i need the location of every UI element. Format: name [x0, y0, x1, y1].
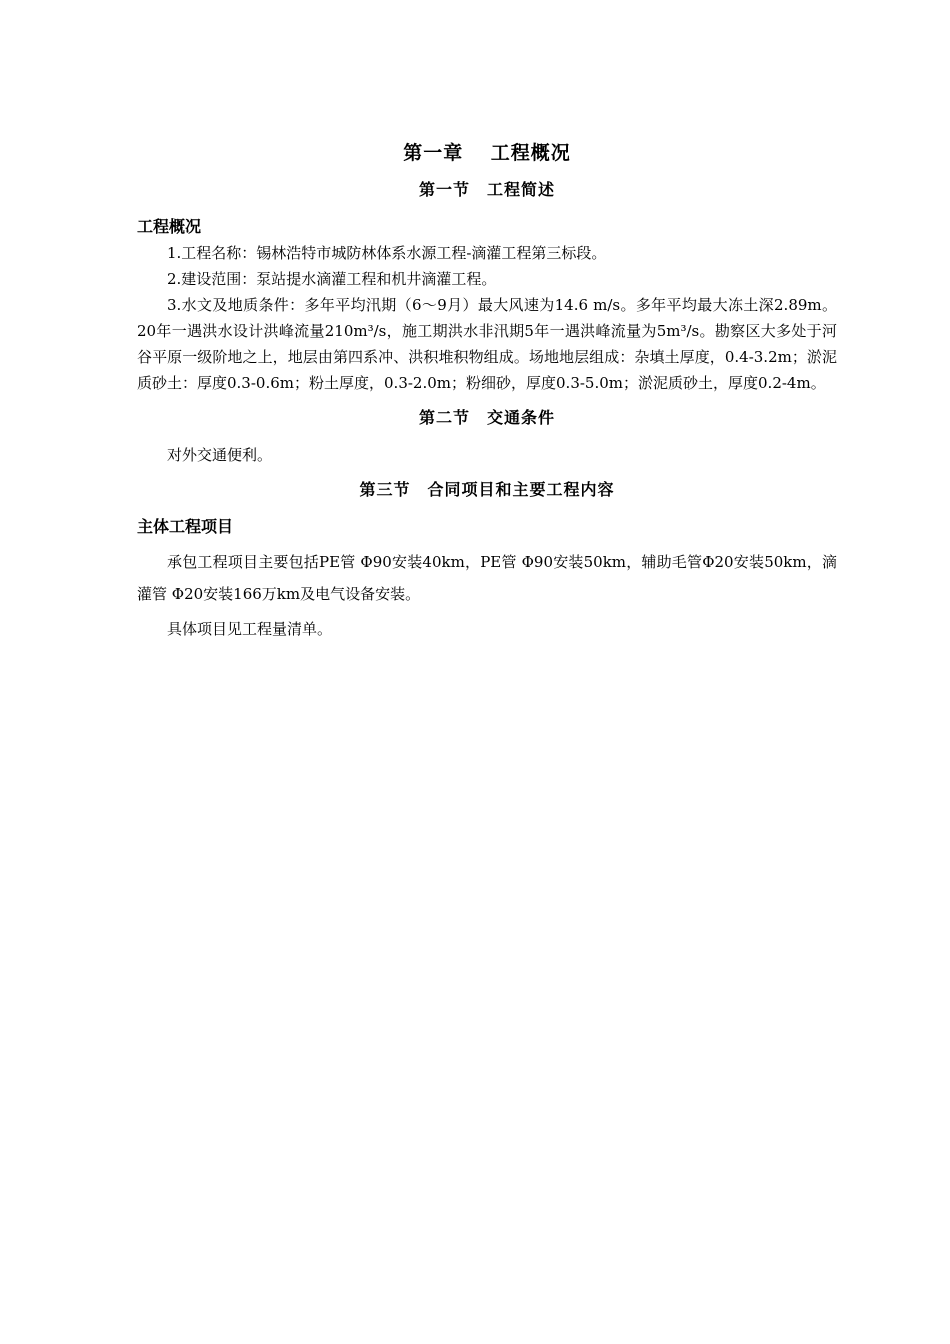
project-name-item: 1.工程名称：锡林浩特市城防林体系水源工程-滴灌工程第三标段。 [167, 244, 607, 262]
section-title-3: 第三节 合同项目和主要工程内容 [359, 480, 615, 499]
subhead-main-works: 主体工程项目 [137, 517, 234, 536]
bill-of-quantities-note: 具体项目见工程量清单。 [167, 620, 333, 638]
section-title-1: 第一节 工程简述 [418, 180, 555, 199]
section-title-2: 第二节 交通条件 [418, 408, 555, 427]
contract-scope-paragraph: 承包工程项目主要包括PE管 Φ90安装40km，PE管 Φ90安装50km，辅助毛管Φ20安装50km，滴灌管 Φ20安装166万km及电气设备安装。 [137, 553, 837, 603]
document-page [137, 138, 837, 642]
chapter-title: 第一章 工程概况 [403, 142, 571, 164]
subhead-overview: 工程概况 [137, 217, 202, 236]
hydro-geology-item: 3.水文及地质条件：多年平均汛期（6～9月）最大风速为14.6 m/s。多年平均最大冻土深2.89m。20年一遇洪水设计洪峰流量210m³/s，施工期洪水非汛期5年一遇洪峰流量为5m³/s。勘察区大多处于河谷平原一级阶地之上，地层由第四系冲、洪积堆积物组成。场地地层组成：杂填土厚度，0.4-3.2m；淤泥质砂土：厚度0.3-0.6m；粉土厚度，0.3-2.0m；粉细砂，厚度0.3-5.0m；淤泥质砂土，厚度0.2-4m。 [137, 296, 837, 392]
construction-scope-item: 2.建设范围：泵站提水滴灌工程和机井滴灌工程。 [167, 270, 497, 288]
traffic-text: 对外交通便利。 [167, 446, 273, 464]
